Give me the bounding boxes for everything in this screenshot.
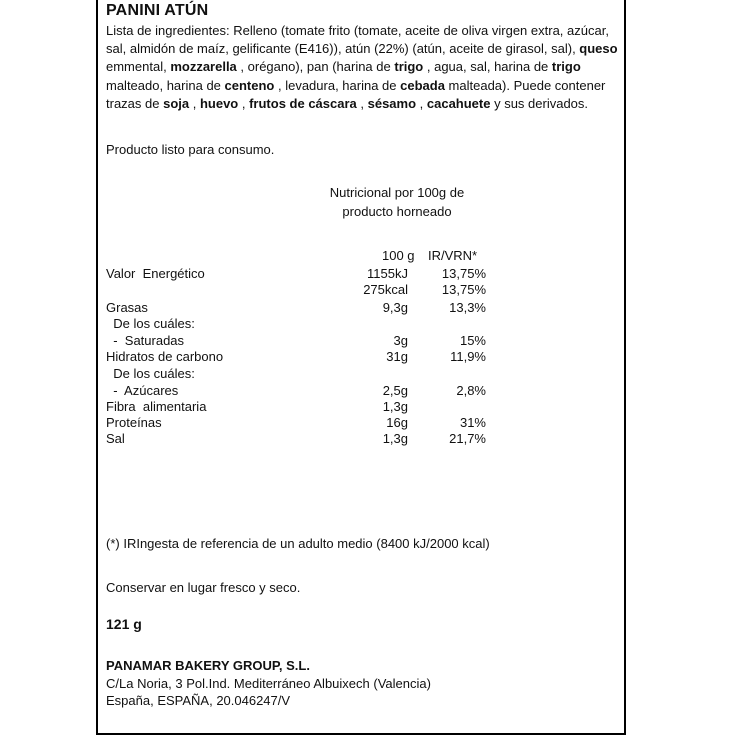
nutrient-label: - Azúcares — [106, 383, 179, 398]
company-country: España, ESPAÑA, 20.046247/V — [106, 693, 291, 708]
nutrient-label: De los cuáles: — [106, 316, 195, 331]
ingredients-text: y sus derivados. — [490, 95, 589, 111]
storage-instructions: Conservar en lugar fresco y seco. — [106, 580, 301, 595]
nutrient-label: Hidratos de carbono — [106, 349, 224, 364]
footnote: (*) IRIngesta de referencia de un adulto medio (8400 kJ/2000 kcal) — [106, 536, 490, 551]
allergen-text: huevo — [199, 95, 239, 111]
nutrient-label: Proteínas — [106, 415, 162, 430]
nutrient-value-100g: 2,5g — [382, 383, 408, 398]
ingredients-list — [106, 22, 618, 113]
company-name: PANAMAR BAKERY GROUP, S.L. — [106, 658, 310, 673]
nutrient-value-100g: 16g — [386, 415, 408, 430]
ready-to-eat-note: Producto listo para consumo. — [106, 142, 275, 157]
ingredients-text: , — [189, 95, 200, 111]
nutrient-value-ir: 11,9% — [450, 349, 486, 364]
allergen-text: cacahuete — [426, 95, 491, 111]
ingredients-text: , orégano), pan (harina de — [236, 59, 395, 75]
ingredients-text: , — [416, 95, 427, 111]
allergen-text: sésamo — [367, 95, 417, 111]
allergen-text: mozzarella — [170, 59, 237, 75]
nutrient-label: Grasas — [106, 300, 148, 315]
ingredients-text: malteado, harina de — [106, 77, 225, 93]
ingredients-text: , levadura, harina de — [274, 77, 401, 93]
allergen-text: trigo — [394, 59, 424, 75]
ingredients-text: , — [238, 95, 250, 111]
nutrient-value-100g: 1,3g — [382, 399, 408, 414]
ingredients-text: , — [356, 95, 368, 111]
nutrient-value-ir: 13,75% — [441, 266, 486, 281]
nutrient-value-100g: 275kcal — [363, 282, 408, 297]
allergen-text: trigo — [551, 59, 581, 75]
ingredients-text: malteada). Puede contener trazas de — [106, 77, 606, 111]
nutrient-value-100g: 3g — [393, 333, 408, 348]
nutrient-value-100g: 9,3g — [382, 300, 408, 315]
company-address: C/La Noria, 3 Pol.Ind. Mediterráneo Albuixech (Valencia) — [106, 676, 431, 691]
nutrition-header-line: producto horneado — [342, 203, 452, 219]
nutrient-value-ir: 21,7% — [449, 431, 486, 446]
nutrient-label: - Saturadas — [106, 333, 185, 348]
nutrient-label: Fibra alimentaria — [106, 399, 207, 414]
nutrient-value-ir: 15% — [459, 333, 486, 348]
allergen-text: soja — [163, 95, 190, 111]
net-weight: 121 g — [106, 616, 142, 632]
nutrient-value-100g: 1155kJ — [367, 266, 408, 281]
nutrient-value-100g: 1,3g — [382, 431, 408, 446]
allergen-text: frutos de cáscara — [249, 95, 357, 111]
nutrition-header-line: Nutricional por 100g de — [329, 185, 465, 200]
nutrient-value-ir: 2,8% — [456, 383, 486, 398]
nutrient-label: Sal — [106, 431, 125, 446]
column-header-ir: IR/VRN* — [428, 248, 478, 263]
allergen-text: cebada — [400, 77, 445, 93]
nutrient-value-ir: 13,3% — [449, 300, 486, 315]
nutrient-label: De los cuáles: — [106, 366, 195, 381]
product-title: PANINI ATÚN — [106, 2, 209, 19]
nutrient-label: Valor Energético — [106, 266, 205, 281]
ingredients-text: Lista de ingredientes: Relleno (tomate frito (tomate, aceite de oliva virgen extra, azúcar, sal, almidón de maíz, gelificante (E416)), atún (22%) (atún, aceite de girasol, sal), — [106, 23, 609, 57]
ingredients-text: emmental, — [106, 59, 171, 75]
allergen-text: centeno — [224, 77, 275, 93]
ingredients-text: , agua, sal, harina de — [423, 59, 552, 75]
nutrition-header — [302, 184, 492, 221]
column-header-100g: 100 g — [382, 248, 415, 263]
nutrient-value-ir: 31% — [459, 415, 486, 430]
nutrient-value-100g: 31g — [386, 349, 408, 364]
nutrient-value-ir: 13,75% — [441, 282, 486, 297]
allergen-text: queso — [579, 41, 618, 57]
